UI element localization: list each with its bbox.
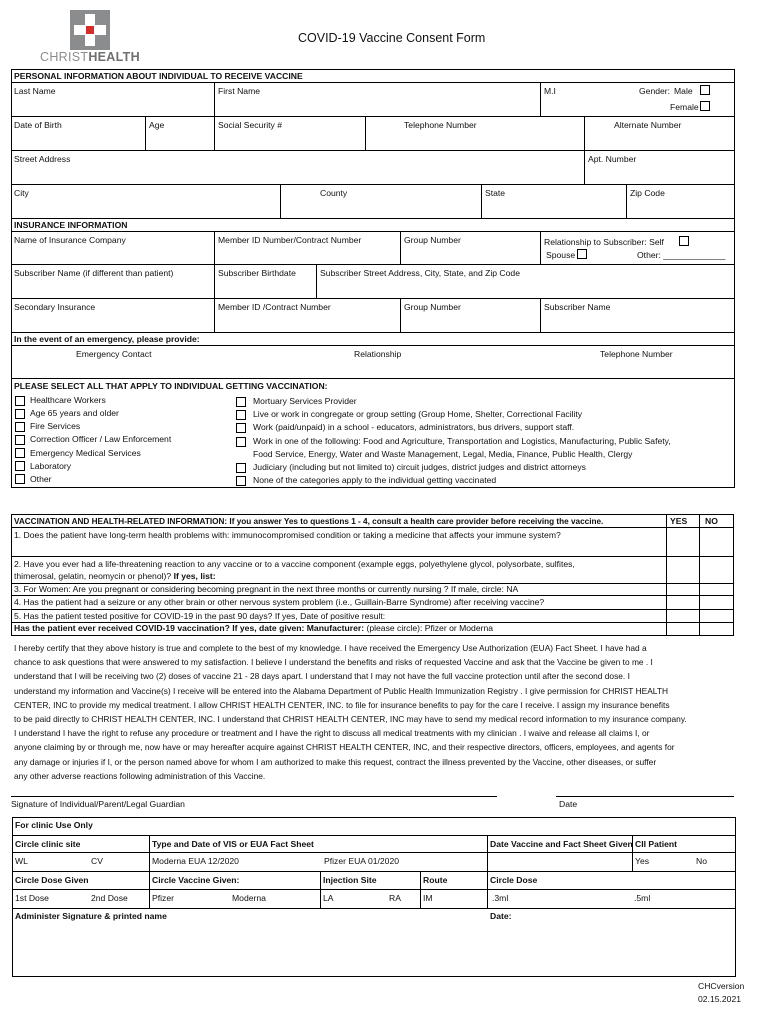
consent-line: CENTER, INC to provide my medical treatment. I allow CHRIST HEALTH CENTER, INC. to file for insurance benefits to pay for the care I receive. I assign my insurance benefits: [14, 699, 670, 710]
spouse-checkbox[interactable]: [577, 249, 587, 259]
question-6-text: (please circle): Pfizer or Moderna: [364, 623, 494, 633]
category-emergency-medical: Emergency Medical Services: [30, 448, 141, 458]
street-address-label: Street Address: [14, 154, 71, 164]
question-6: [14, 623, 493, 634]
mi-label: M.I: [544, 86, 556, 96]
category-other: Other: [30, 474, 52, 484]
healthcare-workers-checkbox[interactable]: [15, 396, 25, 406]
question-4: 4. Has the patient had a seizure or any other brain or other nervous system problem (i.e., Guillain-Barre Syndrome) after receiving vaccine?: [14, 597, 545, 607]
cii-patient-label: CII Patient: [635, 839, 678, 849]
category-mortuary: Mortuary Services Provider: [253, 396, 357, 406]
pfizer-option[interactable]: Pfizer: [152, 893, 174, 903]
signature-line[interactable]: [11, 796, 497, 797]
question-1: 1. Does the patient have long-term health problems with: immunocompromised condition or taking a medicine that affects your immune system?: [14, 530, 561, 540]
yes-column-header: YES: [670, 516, 688, 526]
vaccine-given-label: Circle Vaccine Given:: [152, 875, 240, 885]
consent-line: I hereby certify that they above history is true and complete to the best of my knowledge. I have received the Emergency Use Authorization (EUA) Fact Sheet. I have had a: [14, 643, 647, 653]
pfizer-eua-option[interactable]: Pfizer EUA 01/2020: [324, 856, 400, 866]
telephone-label: Telephone Number: [404, 120, 477, 130]
county-label: County: [320, 188, 348, 198]
no-column-header: NO: [705, 516, 718, 526]
question-2-cont: [14, 571, 216, 582]
dose-5ml-option[interactable]: .5ml: [634, 893, 651, 903]
other-category-checkbox[interactable]: [15, 474, 25, 484]
cii-no-option[interactable]: No: [696, 856, 707, 866]
categories-heading: PLEASE SELECT ALL THAT APPLY TO INDIVIDUAL GETTING VACCINATION:: [14, 381, 328, 391]
consent-line: any damage or injuries if I, or the person named above for whom I am authorized to make this request, contract the illness prevented by the Vaccine, other diseases, or suffer: [14, 756, 657, 767]
state-label: State: [485, 188, 506, 198]
injection-site-label: Injection Site: [323, 875, 377, 885]
category-fire-services: Fire Services: [30, 421, 81, 431]
category-judiciary: Judiciary (including but not limited to) circuit judges, district judges and district attorneys: [253, 462, 586, 472]
consent-line: understand my information and Vaccine(s) I receive will be entered into the Alabama Department of Public Health Immunization Registry . I give permission for CHRIST HEALTH: [14, 685, 668, 696]
consent-line: I understand I have the right to refuse any procedure or treatment and I have the right to discuss all medical treatments with my clinician . I waive and release all claims I, or: [14, 728, 650, 739]
brand-christ: CHRIST: [40, 50, 89, 64]
correction-officer-checkbox[interactable]: [15, 435, 25, 445]
question-2: 2. Have you ever had a life-threatening reaction to any vaccine or to a vaccine component (example eggs, polyethylene glycol, polysorbate, sulfites,: [14, 559, 575, 569]
form-title: COVID-19 Vaccine Consent Form: [298, 31, 486, 45]
category-laboratory: Laboratory: [30, 461, 72, 471]
member-id-2-label: Member ID /Contract Number: [218, 302, 331, 312]
first-name-label: First Name: [218, 86, 261, 96]
consent-line: understand that I will be receiving two (2) doses of vaccine 21 - 28 days apart. I understand that I may not have the full vaccine protection until after the second dose. I: [14, 671, 630, 682]
emergency-heading: In the event of an emergency, please provide:: [14, 334, 200, 344]
judiciary-checkbox[interactable]: [236, 463, 246, 473]
dose-given-label: Circle Dose Given: [15, 875, 89, 885]
left-arm-option[interactable]: LA: [323, 893, 334, 903]
age-65-checkbox[interactable]: [15, 409, 25, 419]
zip-code-label: Zip Code: [630, 188, 665, 198]
relationship-to-subscriber-label: Relationship to Subscriber: Self: [544, 237, 664, 247]
laboratory-checkbox[interactable]: [15, 461, 25, 471]
question-3: 3. For Women: Are you pregnant or considering becoming pregnant in the next three months or currently nursing ? If male, circle: NA: [14, 584, 519, 594]
right-arm-option[interactable]: RA: [389, 893, 401, 903]
consent-line: anyone claiming by or through me, now have or may hereafter acquire against CHRIST HEALTH CENTER, INC, and their respective directors, officers, employees, and agents for: [14, 742, 675, 753]
fire-services-checkbox[interactable]: [15, 422, 25, 432]
emergency-contact-label: Emergency Contact: [76, 349, 152, 359]
version-date: 02.15.2021: [698, 994, 742, 1004]
question-2-text: thimerosal, gelatin, neomycin or phenol)?: [14, 571, 172, 581]
question-6-bold: Has the patient ever received COVID-19 vaccination? If yes, date given: Manufacturer:: [14, 623, 365, 633]
category-congregate-setting: Live or work in congregate or group setting (Group Home, Shelter, Correctional Facility: [253, 409, 583, 419]
apt-number-label: Apt. Number: [588, 154, 637, 164]
date-line[interactable]: [556, 796, 734, 797]
school-worker-checkbox[interactable]: [236, 423, 246, 433]
vis-eua-label: Type and Date of VIS or EUA Fact Sheet: [152, 839, 314, 849]
dob-label: Date of Birth: [14, 120, 62, 130]
secondary-insurance-label: Secondary Insurance: [14, 302, 96, 312]
consent-paragraph: [14, 641, 736, 783]
category-essential-worker-cont: Food Service, Energy, Water and Waste Management, Legal, Media, Finance, Public Health, Clergy: [253, 449, 633, 459]
ssn-label: Social Security #: [218, 120, 283, 130]
personal-section-heading: PERSONAL INFORMATION ABOUT INDIVIDUAL TO RECEIVE VACCINE: [14, 71, 303, 81]
age-label: Age: [149, 120, 165, 130]
first-dose-option[interactable]: 1st Dose: [15, 893, 49, 903]
site-wl-option[interactable]: WL: [15, 856, 28, 866]
signature-date-label: Date: [559, 799, 578, 809]
last-name-label: Last Name: [14, 86, 56, 96]
subscriber-name-label: Subscriber Name (if different than patient): [14, 268, 174, 278]
mortuary-checkbox[interactable]: [236, 397, 246, 407]
category-school-worker: Work (paid/unpaid) in a school - educators, administrators, bus drivers, support staff.: [253, 422, 575, 432]
none-apply-checkbox[interactable]: [236, 476, 246, 486]
route-label: Route: [423, 875, 448, 885]
group-number-2-label: Group Number: [404, 302, 461, 312]
category-correction-officer: Correction Officer / Law Enforcement: [30, 434, 172, 444]
cii-yes-option[interactable]: Yes: [635, 856, 650, 866]
category-essential-worker: Work in one of the following: Food and Agriculture, Transportation and Logistics, Manufacturing, Public Safety,: [253, 436, 671, 446]
subscriber-address-label: Subscriber Street Address, City, State, and Zip Code: [320, 268, 520, 278]
moderna-option[interactable]: Moderna: [232, 893, 266, 903]
clinic-site-label: Circle clinic site: [15, 839, 81, 849]
essential-worker-checkbox[interactable]: [236, 437, 246, 447]
subscriber-name-2-label: Subscriber Name: [544, 302, 611, 312]
female-checkbox[interactable]: [700, 101, 710, 111]
signature-label: Signature of Individual/Parent/Legal Guardian: [11, 799, 185, 809]
site-cv-option[interactable]: CV: [91, 856, 103, 866]
member-id-label: Member ID Number/Contract Number: [218, 235, 362, 245]
administer-date-label: Date:: [490, 911, 512, 921]
emergency-relationship-label: Relationship: [354, 349, 402, 359]
group-number-label: Group Number: [404, 235, 461, 245]
spouse-label: Spouse: [546, 250, 576, 260]
category-none-apply: None of the categories apply to the individual getting vaccinated: [253, 475, 497, 485]
clinic-heading: For clinic Use Only: [15, 820, 93, 830]
question-2-list-label: If yes, list:: [173, 571, 216, 581]
male-label: Male: [674, 86, 693, 96]
dose-3ml-option[interactable]: .3ml: [492, 893, 509, 903]
category-healthcare-workers: Healthcare Workers: [30, 395, 106, 405]
logo: [40, 10, 144, 64]
other-relationship-label: Other: _____________: [637, 250, 726, 260]
emergency-medical-checkbox[interactable]: [15, 448, 25, 458]
consent-line: to be paid directly to CHRIST HEALTH CENTER, INC. I understand that CHRIST HEALTH CENTER, INC may have to send my medical record information to my insurance company.: [14, 714, 687, 725]
question-5: 5. Has the patient tested positive for COVID-19 in the past 90 days? If yes, Date of positive result:: [14, 611, 386, 621]
subscriber-birthdate-label: Subscriber Birthdate: [218, 268, 296, 278]
congregate-setting-checkbox[interactable]: [236, 410, 246, 420]
version-label: CHCversion: [698, 981, 745, 991]
category-age-65: Age 65 years and older: [30, 408, 119, 418]
logo-cross-icon: [70, 10, 110, 50]
city-label: City: [14, 188, 29, 198]
consent-line: chance to ask questions that were answered to my satisfaction. I believe I understand the benefits and risks of requested Vaccine and ask that the Vaccine be given to me . I: [14, 657, 653, 668]
second-dose-option[interactable]: 2nd Dose: [91, 893, 128, 903]
self-checkbox[interactable]: [679, 236, 689, 246]
brand-health: HEALTH: [88, 50, 140, 64]
consent-line: any other adverse reactions following administration of this Vaccine.: [14, 770, 266, 781]
alternate-number-label: Alternate Number: [614, 120, 682, 130]
health-heading: VACCINATION AND HEALTH-RELATED INFORMATION: If you answer Yes to questions 1 - 4, consult a health care provider before receiving the vaccine.: [14, 517, 604, 526]
circle-dose-label: Circle Dose: [490, 875, 538, 885]
im-option[interactable]: IM: [423, 893, 433, 903]
female-label: Female: [670, 102, 699, 112]
date-given-label: Date Vaccine and Fact Sheet Given: [490, 839, 633, 849]
emergency-telephone-label: Telephone Number: [600, 349, 673, 359]
gender-label: Gender:: [639, 86, 671, 96]
moderna-eua-option[interactable]: Moderna EUA 12/2020: [152, 856, 239, 866]
insurance-section-heading: INSURANCE INFORMATION: [14, 220, 128, 230]
insurance-company-label: Name of Insurance Company: [14, 235, 126, 245]
male-checkbox[interactable]: [700, 85, 710, 95]
administer-signature-label: Administer Signature & printed name: [15, 911, 167, 921]
